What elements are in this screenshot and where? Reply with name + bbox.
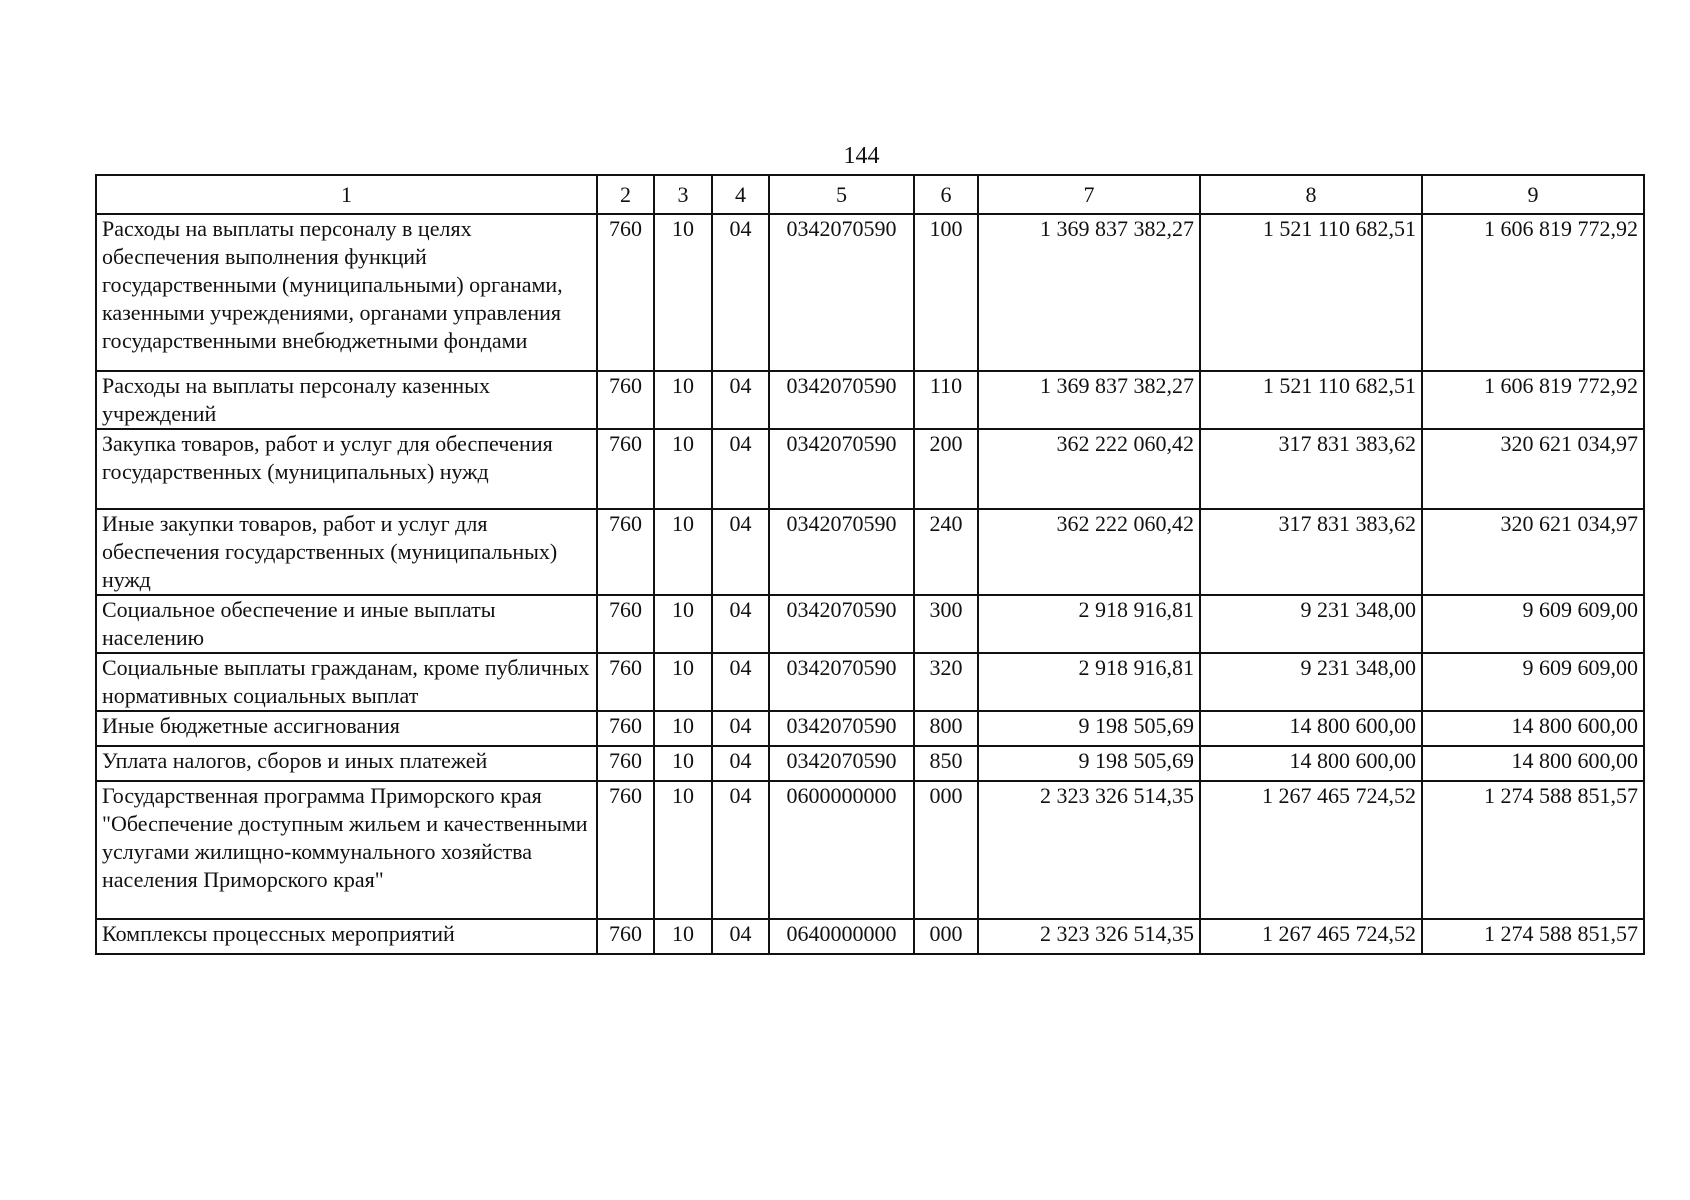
header-cell: 9 — [1422, 175, 1644, 214]
section-code-cell: 10 — [654, 781, 712, 919]
expense-type-code-cell: 100 — [914, 214, 978, 371]
expense-type-code-cell: 200 — [914, 429, 978, 509]
section-code-cell: 10 — [654, 509, 712, 595]
target-item-code-cell: 0342070590 — [769, 509, 914, 595]
section-code-cell: 10 — [654, 746, 712, 781]
amount-cell: 317 831 383,62 — [1200, 429, 1422, 509]
amount-cell: 320 621 034,97 — [1422, 509, 1644, 595]
amount-cell: 1 521 110 682,51 — [1200, 214, 1422, 371]
amount-cell: 14 800 600,00 — [1422, 711, 1644, 746]
header-cell: 2 — [597, 175, 654, 214]
expense-type-code-cell: 000 — [914, 781, 978, 919]
ministry-code-cell: 760 — [597, 214, 654, 371]
expense-name-cell: Государственная программа Приморского края "Обеспечение доступным жильем и качественными услугами жилищно-коммунального хозяйства населения Приморского края" — [96, 781, 597, 919]
table-row — [96, 509, 1644, 595]
expense-name-cell: Иные бюджетные ассигнования — [96, 711, 597, 746]
subsection-code-cell: 04 — [712, 781, 769, 919]
amount-cell: 317 831 383,62 — [1200, 509, 1422, 595]
expense-name-cell: Закупка товаров, работ и услуг для обеспечения государственных (муниципальных) нужд — [96, 429, 597, 509]
amount-cell: 9 609 609,00 — [1422, 595, 1644, 653]
ministry-code-cell: 760 — [597, 509, 654, 595]
header-cell: 3 — [654, 175, 712, 214]
amount-cell: 2 323 326 514,35 — [978, 781, 1200, 919]
subsection-code-cell: 04 — [712, 919, 769, 954]
expense-name-cell: Комплексы процессных мероприятий — [96, 919, 597, 954]
header-cell: 1 — [96, 175, 597, 214]
table-row — [96, 429, 1644, 509]
target-item-code-cell: 0342070590 — [769, 746, 914, 781]
amount-cell: 1 606 819 772,92 — [1422, 371, 1644, 429]
header-cell: 4 — [712, 175, 769, 214]
table-row — [96, 653, 1644, 711]
expense-name-cell: Социальное обеспечение и иные выплаты населению — [96, 595, 597, 653]
expense-name-cell: Иные закупки товаров, работ и услуг для обеспечения государственных (муниципальных) нужд — [96, 509, 597, 595]
section-code-cell: 10 — [654, 595, 712, 653]
expense-type-code-cell: 300 — [914, 595, 978, 653]
target-item-code-cell: 0342070590 — [769, 653, 914, 711]
amount-cell: 9 609 609,00 — [1422, 653, 1644, 711]
expense-type-code-cell: 850 — [914, 746, 978, 781]
table-row — [96, 371, 1644, 429]
ministry-code-cell: 760 — [597, 746, 654, 781]
amount-cell: 1 606 819 772,92 — [1422, 214, 1644, 371]
amount-cell: 14 800 600,00 — [1200, 711, 1422, 746]
section-code-cell: 10 — [654, 711, 712, 746]
section-code-cell: 10 — [654, 653, 712, 711]
target-item-code-cell: 0600000000 — [769, 781, 914, 919]
section-code-cell: 10 — [654, 429, 712, 509]
header-cell: 6 — [914, 175, 978, 214]
header-cell: 5 — [769, 175, 914, 214]
ministry-code-cell: 760 — [597, 371, 654, 429]
table-row — [96, 781, 1644, 919]
expense-type-code-cell: 240 — [914, 509, 978, 595]
table-row — [96, 595, 1644, 653]
amount-cell: 320 621 034,97 — [1422, 429, 1644, 509]
amount-cell: 14 800 600,00 — [1422, 746, 1644, 781]
subsection-code-cell: 04 — [712, 214, 769, 371]
target-item-code-cell: 0342070590 — [769, 711, 914, 746]
ministry-code-cell: 760 — [597, 595, 654, 653]
section-code-cell: 10 — [654, 919, 712, 954]
expense-type-code-cell: 800 — [914, 711, 978, 746]
amount-cell: 1 267 465 724,52 — [1200, 919, 1422, 954]
amount-cell: 9 231 348,00 — [1200, 595, 1422, 653]
expense-name-cell: Уплата налогов, сборов и иных платежей — [96, 746, 597, 781]
amount-cell: 1 274 588 851,57 — [1422, 919, 1644, 954]
expense-type-code-cell: 110 — [914, 371, 978, 429]
amount-cell: 9 198 505,69 — [978, 711, 1200, 746]
amount-cell: 1 274 588 851,57 — [1422, 781, 1644, 919]
budget-table — [95, 174, 1645, 955]
amount-cell: 2 918 916,81 — [978, 653, 1200, 711]
target-item-code-cell: 0342070590 — [769, 595, 914, 653]
expense-name-cell: Социальные выплаты гражданам, кроме публичных нормативных социальных выплат — [96, 653, 597, 711]
amount-cell: 362 222 060,42 — [978, 509, 1200, 595]
amount-cell: 1 521 110 682,51 — [1200, 371, 1422, 429]
amount-cell: 9 231 348,00 — [1200, 653, 1422, 711]
subsection-code-cell: 04 — [712, 746, 769, 781]
ministry-code-cell: 760 — [597, 711, 654, 746]
ministry-code-cell: 760 — [597, 781, 654, 919]
target-item-code-cell: 0342070590 — [769, 371, 914, 429]
amount-cell: 2 918 916,81 — [978, 595, 1200, 653]
subsection-code-cell: 04 — [712, 371, 769, 429]
expense-type-code-cell: 320 — [914, 653, 978, 711]
expense-type-code-cell: 000 — [914, 919, 978, 954]
section-code-cell: 10 — [654, 371, 712, 429]
amount-cell: 2 323 326 514,35 — [978, 919, 1200, 954]
subsection-code-cell: 04 — [712, 653, 769, 711]
ministry-code-cell: 760 — [597, 653, 654, 711]
subsection-code-cell: 04 — [712, 711, 769, 746]
section-code-cell: 10 — [654, 214, 712, 371]
amount-cell: 1 369 837 382,27 — [978, 214, 1200, 371]
target-item-code-cell: 0342070590 — [769, 214, 914, 371]
amount-cell: 14 800 600,00 — [1200, 746, 1422, 781]
expense-name-cell: Расходы на выплаты персоналу в целях обеспечения выполнения функций государственными (муниципальными) органами, казенными учреждениями, органами управления государственными внебюджетными фондами — [96, 214, 597, 371]
target-item-code-cell: 0342070590 — [769, 429, 914, 509]
header-row — [96, 175, 1644, 214]
table-row — [96, 919, 1644, 954]
table-row — [96, 711, 1644, 746]
amount-cell: 1 267 465 724,52 — [1200, 781, 1422, 919]
table-row — [96, 746, 1644, 781]
header-cell: 8 — [1200, 175, 1422, 214]
ministry-code-cell: 760 — [597, 919, 654, 954]
table-row — [96, 214, 1644, 371]
amount-cell: 1 369 837 382,27 — [978, 371, 1200, 429]
subsection-code-cell: 04 — [712, 509, 769, 595]
header-cell: 7 — [978, 175, 1200, 214]
amount-cell: 9 198 505,69 — [978, 746, 1200, 781]
page-number: 144 — [843, 143, 880, 169]
subsection-code-cell: 04 — [712, 429, 769, 509]
ministry-code-cell: 760 — [597, 429, 654, 509]
target-item-code-cell: 0640000000 — [769, 919, 914, 954]
amount-cell: 362 222 060,42 — [978, 429, 1200, 509]
subsection-code-cell: 04 — [712, 595, 769, 653]
expense-name-cell: Расходы на выплаты персоналу казенных учреждений — [96, 371, 597, 429]
